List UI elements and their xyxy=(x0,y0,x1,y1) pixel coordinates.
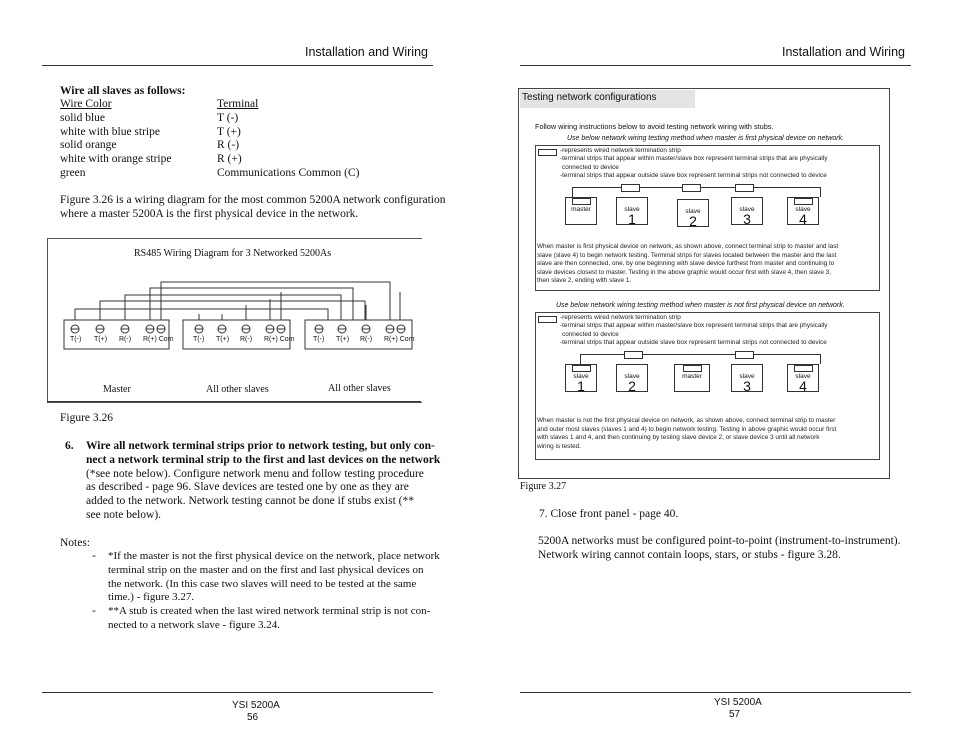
wire-terminal: T (-) xyxy=(217,112,239,124)
device-master xyxy=(674,364,710,392)
group-label-slaves: All other slaves xyxy=(328,383,391,394)
desc-line: wiring is tested. xyxy=(537,442,582,450)
terminal-block xyxy=(305,320,412,349)
device-label: slave xyxy=(739,373,755,380)
terminal-label: R(+) Com xyxy=(384,336,415,343)
device-master xyxy=(565,197,597,225)
device-number: 1 xyxy=(628,211,636,227)
legend-line: -terminal strips that appear within master/slave box represent terminal strips that are physically xyxy=(560,322,828,329)
termination-strip xyxy=(683,365,702,372)
drop-line xyxy=(820,187,821,197)
note-line: **A stub is created when the last wired network terminal strip is not con- xyxy=(108,605,431,617)
desc-line: slave are then connected, one, by one beginning with slave device furthest from master and continuing to xyxy=(537,260,835,268)
section1-title: Use below network wiring testing method when master is first physical device on network. xyxy=(567,135,845,142)
paragraph-line: Network wiring cannot contain loops, stars, or stubs - figure 3.28. xyxy=(538,549,841,561)
step6-line: added to the network. Network testing cannot be done if stubs exist (** xyxy=(86,495,414,507)
right-header-rule xyxy=(520,65,911,66)
termination-strip-legend xyxy=(538,316,557,323)
left-footer-rule xyxy=(42,692,433,693)
desc-line: then slave 2, ending with slave 1. xyxy=(537,277,632,285)
legend-line: -terminal strips that appear outside slave box represent terminal strips not connected to device xyxy=(560,172,827,179)
device-slave xyxy=(731,197,763,225)
wire-color: solid blue xyxy=(60,112,106,124)
legend-line: -represents wired network termination strip xyxy=(560,314,681,321)
desc-line: with slaves 1 and 4, and then continuing by testing slave device 2, or slave device 3 until all network xyxy=(537,434,820,442)
section1-description xyxy=(537,243,838,286)
figure-caption: Figure 3.26 xyxy=(60,412,114,424)
terminal-block xyxy=(183,320,290,349)
rs485-wiring-diagram xyxy=(47,238,422,403)
footer-model: YSI 5200A xyxy=(714,697,762,708)
termination-strip-legend xyxy=(538,149,557,156)
step6-line: nect a network terminal strip to the first and last devices on the network xyxy=(86,454,441,466)
step6-line: see note below). xyxy=(86,509,162,521)
desc-line: and outer most slaves (slaves 1 and 4) to begin network testing. Testing in above graphic would occur first xyxy=(537,425,837,433)
device-slave xyxy=(616,197,648,225)
wire-terminal: R (-) xyxy=(217,139,240,151)
device-label: slave xyxy=(624,206,640,213)
device-number: 3 xyxy=(743,378,751,394)
wire-terminal: R (+) xyxy=(217,153,242,165)
desc-line: slave (slave 4) to begin network testing. Terminal strips for slaves located between the master and the last xyxy=(537,251,837,259)
device-label: slave xyxy=(624,373,640,380)
terminal-label: R(+) Com xyxy=(143,336,174,343)
group-label-master: Master xyxy=(103,384,131,395)
note-line: time.) - figure 3.27. xyxy=(108,591,195,603)
terminal-label: R(-) xyxy=(240,336,253,343)
note-bullet: - xyxy=(92,550,96,562)
notes-label: Notes: xyxy=(60,537,91,549)
figure-desc-line: where a master 5200A is the first physical device in the network. xyxy=(60,208,359,220)
termination-strip xyxy=(794,198,813,205)
note-line: *If the master is not the first physical device on the network, place network xyxy=(108,550,440,562)
device-label: slave xyxy=(685,208,701,215)
network-line xyxy=(580,354,820,355)
section2-description xyxy=(537,417,836,451)
wire-intro: Wire all slaves as follows: xyxy=(60,85,186,97)
section1-box xyxy=(535,145,880,291)
note-line: the network. (In this case two slaves will need to be tested at the same xyxy=(108,578,417,590)
step-number: 6. xyxy=(65,440,74,452)
step6-line: Wire all network terminal strips prior to network testing, but only con- xyxy=(86,440,435,452)
drop-line xyxy=(580,354,581,364)
legend-line: -terminal strips that appear within master/slave box represent terminal strips that are physically xyxy=(560,155,828,162)
wire-color: white with orange stripe xyxy=(60,153,172,165)
section2-box xyxy=(535,312,880,460)
desc-line: When master is not the first physical device on network, as shown above, connect terminal strip to master xyxy=(537,417,836,424)
left-header: Installation and Wiring xyxy=(305,45,428,59)
page-number: 56 xyxy=(247,712,259,723)
termination-strip xyxy=(735,184,754,192)
footer-model: YSI 5200A xyxy=(232,700,280,711)
terminal-label: T(-) xyxy=(193,336,205,343)
desc-line: slave devices closest to master. Testing in the above graphic would occur first with slave 4, then slave 3, xyxy=(537,268,831,276)
device-number: 3 xyxy=(743,211,751,227)
note-bullet: - xyxy=(92,605,96,617)
wire-color: solid orange xyxy=(60,139,117,151)
terminal-label: R(-) xyxy=(119,336,132,343)
step6-line: as described - page 96. Slave devices are tested one by one as they are xyxy=(86,481,409,493)
note-line: terminal strip on the master and on the first and last physical devices on xyxy=(108,564,424,576)
termination-strip xyxy=(682,184,701,192)
note-line: nected to a network slave - figure 3.24. xyxy=(108,619,280,631)
legend-line: connected to device xyxy=(562,164,619,171)
terminal-label: T(-) xyxy=(313,336,325,343)
wire-color: white with blue stripe xyxy=(60,126,160,138)
termination-strip xyxy=(735,351,754,359)
device-number: 4 xyxy=(799,378,807,394)
terminal-label: R(-) xyxy=(360,336,373,343)
device-label: slave xyxy=(573,373,589,380)
diagram-bottom-rule xyxy=(47,401,421,402)
wire-terminal: Communications Common (C) xyxy=(217,167,360,179)
device-slave xyxy=(677,199,709,227)
device-label: slave xyxy=(795,206,811,213)
follow-instructions: Follow wiring instructions below to avoid testing network wiring with stubs. xyxy=(535,122,774,131)
figure-desc-line: Figure 3.26 is a wiring diagram for the most common 5200A network configuration xyxy=(60,194,446,206)
device-number: 2 xyxy=(689,213,697,229)
termination-strip xyxy=(624,351,643,359)
termination-strip xyxy=(794,365,813,372)
device-number: 2 xyxy=(628,378,636,394)
step7: 7. Close front panel - page 40. xyxy=(539,508,679,520)
device-slave xyxy=(616,364,648,392)
paragraph-line: 5200A networks must be configured point-to-point (instrument-to-instrument). xyxy=(538,535,901,547)
right-header: Installation and Wiring xyxy=(782,45,905,59)
terminal-header: Terminal xyxy=(217,98,259,110)
left-header-rule xyxy=(42,65,433,66)
device-slave xyxy=(565,364,597,392)
terminal-label: T(+) xyxy=(216,336,230,343)
wire-terminal: T (+) xyxy=(217,126,241,138)
right-footer-rule xyxy=(520,692,911,693)
step6-line: (*see note below). Configure network menu and follow testing procedure xyxy=(86,468,424,480)
diagram-title: RS485 Wiring Diagram for 3 Networked 5200As xyxy=(134,248,332,259)
section2-title: Use below network wiring testing method when master is not first physical device on network. xyxy=(556,302,845,309)
terminal-label: T(+) xyxy=(336,336,350,343)
wire-color-header: Wire Color xyxy=(60,98,112,110)
testing-config-panel xyxy=(518,88,890,479)
desc-line: When master is first physical device on network, as shown above, connect terminal strip to master and last xyxy=(537,243,839,250)
legend-line: connected to device xyxy=(562,331,619,338)
device-label: master xyxy=(571,206,591,213)
figure-caption: Figure 3.27 xyxy=(520,481,567,492)
termination-strip xyxy=(572,365,591,372)
wire-line xyxy=(150,288,353,324)
device-number: 1 xyxy=(577,378,585,394)
device-slave xyxy=(787,197,819,225)
group-label-slaves: All other slaves xyxy=(206,384,269,395)
device-slave xyxy=(731,364,763,392)
device-number: 4 xyxy=(799,211,807,227)
termination-strip xyxy=(572,198,591,205)
device-label: slave xyxy=(739,206,755,213)
terminal-block xyxy=(64,320,169,349)
wiring-lines xyxy=(48,239,422,402)
legend-line: -represents wired network termination strip xyxy=(560,147,681,154)
terminal-label: R(+) Com xyxy=(264,336,295,343)
panel-title: Testing network configurations xyxy=(520,90,695,108)
drop-line xyxy=(820,354,821,364)
device-label: master xyxy=(682,373,702,380)
drop-line xyxy=(572,187,573,197)
terminal-label: T(-) xyxy=(70,336,82,343)
legend-line: -terminal strips that appear outside slave box represent terminal strips not connected to device xyxy=(560,339,827,346)
device-label: slave xyxy=(795,373,811,380)
termination-strip xyxy=(621,184,640,192)
page-number: 57 xyxy=(729,709,741,720)
terminal-label: T(+) xyxy=(94,336,108,343)
wire-color: green xyxy=(60,167,86,179)
device-slave xyxy=(787,364,819,392)
